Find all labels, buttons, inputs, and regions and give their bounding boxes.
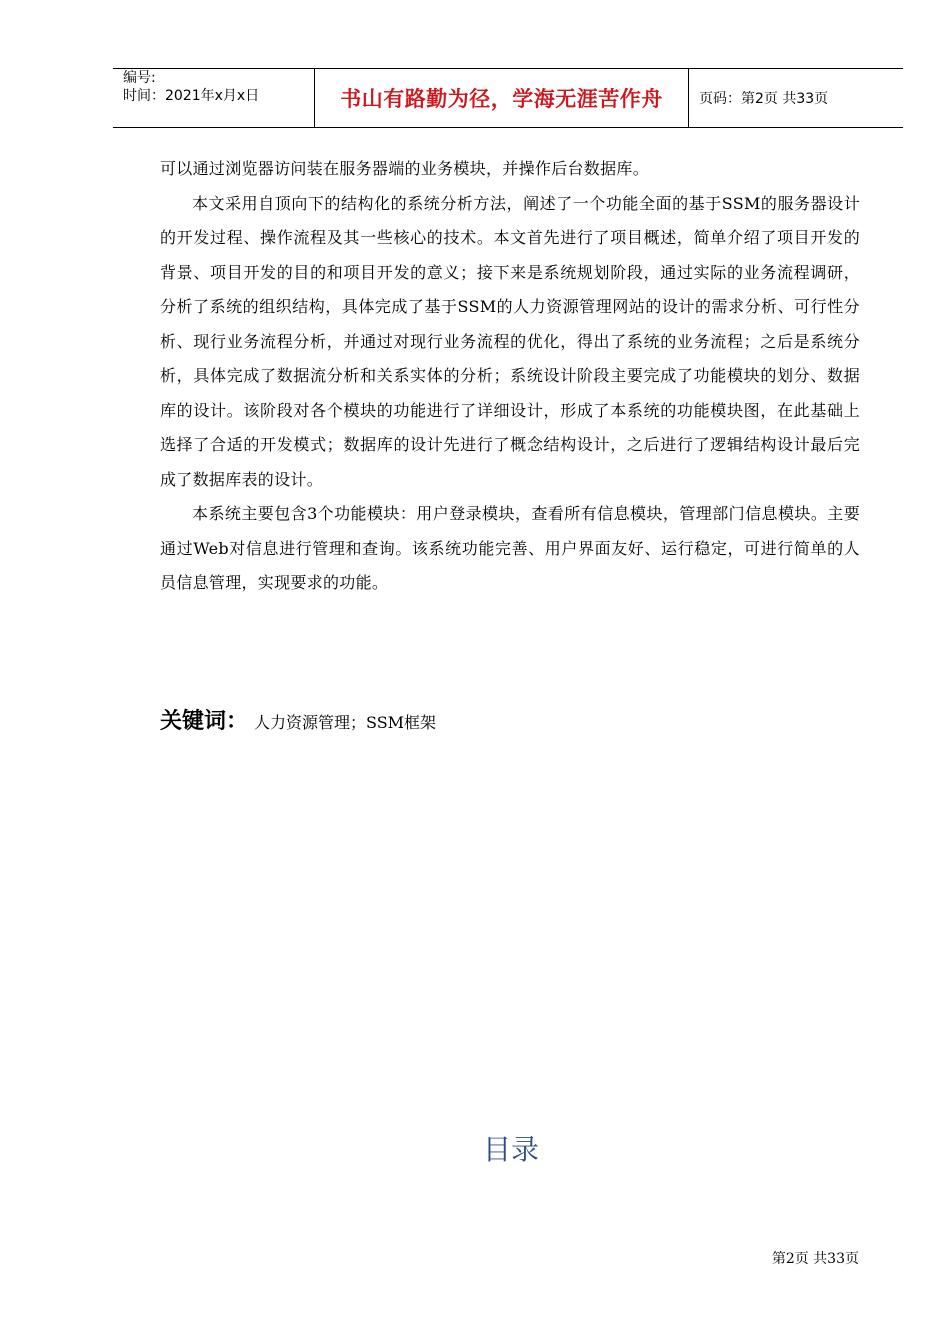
keywords-label: 关键词：: [160, 709, 249, 734]
header-meta-cell: [113, 69, 315, 127]
document-number-label: 编号:: [123, 70, 156, 86]
page-footer: 第2页 共33页: [771, 1251, 859, 1267]
abstract-paragraph-2: 本文采用自顶向下的结构化的系统分析方法，阐述了一个功能全面的基于SSM的服务器设计的开发过程、操作流程及其一些核心的技术。本文首先进行了项目概述，简单介绍了项目开发的背景、项目开发的目的和项目开发的意义；接下来是系统规划阶段，通过实际的业务流程调研，分析了系统的组织结构，具体完成了基于SSM的人力资源管理网站的设计的需求分析、可行性分析、现行业务流程分析，并通过对现行业务流程的优化，得出了系统的业务流程；之后是系统分析，具体完成了数据流分析和关系实体的分析；系统设计阶段主要完成了功能模块的划分、数据库的设计。该阶段对各个模块的功能进行了详细设计，形成了本系统的功能模块图，在此基础上选择了合适的开发模式；数据库的设计先进行了概念结构设计，之后进行了逻辑结构设计最后完成了数据库表的设计。: [160, 193, 860, 489]
header-motto-cell: [315, 69, 689, 127]
header-page-cell: [689, 69, 903, 127]
page-header: [113, 68, 903, 128]
abstract-body: [160, 152, 860, 601]
toc-title: 目录: [482, 1133, 539, 1166]
keywords-line: [160, 704, 436, 735]
abstract-paragraph-1: 可以通过浏览器访问装在服务器端的业务模块，并操作后台数据库。: [160, 159, 650, 178]
abstract-paragraph-3: 本系统主要包含3个功能模块：用户登录模块，查看所有信息模块，管理部门信息模块。主要通过Web对信息进行管理和查询。该系统功能完善、用户界面友好、运行稳定，可进行简单的人员信息管理，实现要求的功能。: [160, 504, 860, 592]
header-page-code: 页码：第2页 共33页: [699, 91, 829, 107]
header-motto: 书山有路勤为径，学海无涯苦作舟: [340, 87, 663, 111]
keywords-value: 人力资源管理；SSM框架: [254, 713, 437, 732]
document-time-label: 时间：2021年x月x日: [123, 88, 260, 104]
